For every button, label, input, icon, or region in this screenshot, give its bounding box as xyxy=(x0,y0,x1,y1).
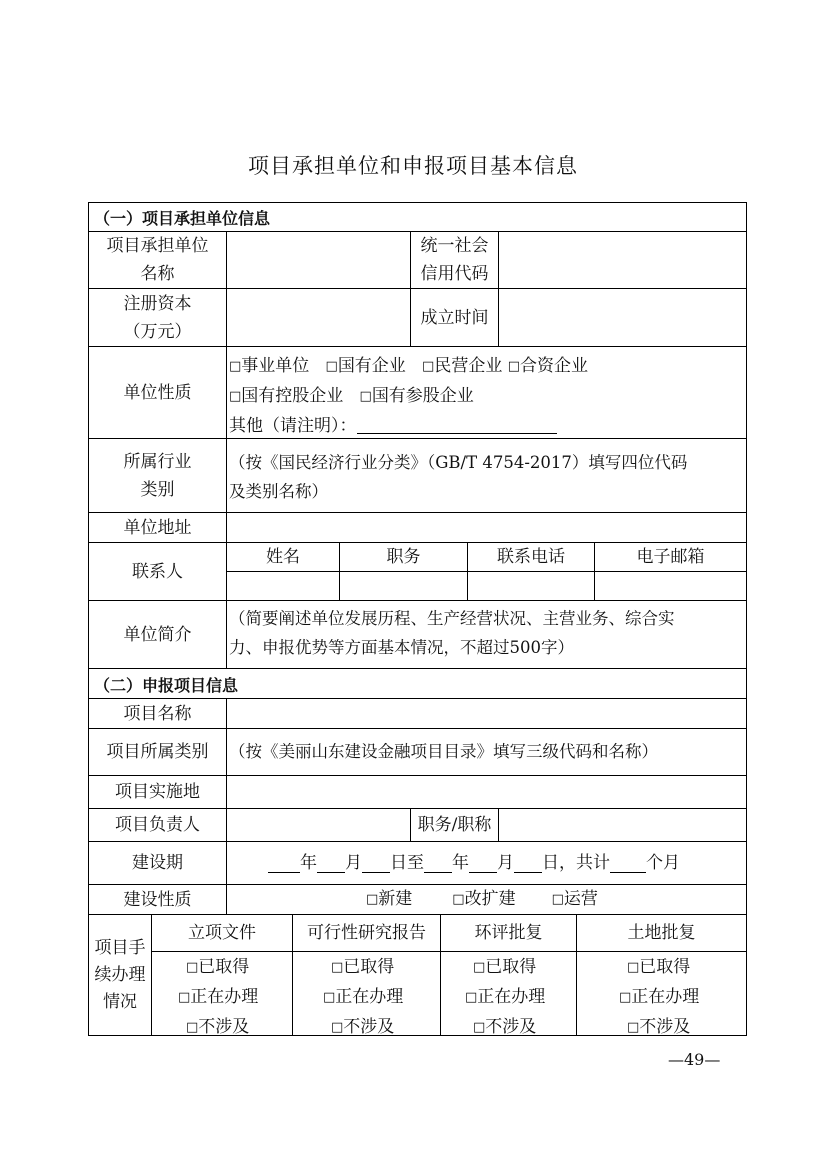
procedure-header-feasibility: 可行性研究报告 xyxy=(307,923,426,943)
checkbox-icon: □ xyxy=(186,960,199,975)
procedure-label-line3: 情况 xyxy=(103,991,137,1012)
unit-months: 个月 xyxy=(646,853,680,873)
period-label: 建设期 xyxy=(132,853,183,873)
checkbox-icon: □ xyxy=(366,891,379,907)
option-in-progress[interactable] xyxy=(293,983,440,1013)
option-label: 已取得 xyxy=(198,957,250,977)
checkbox-icon: □ xyxy=(473,960,486,975)
option-label: 不涉及 xyxy=(639,1017,691,1037)
project-name-field[interactable] xyxy=(227,699,746,728)
option-in-progress[interactable] xyxy=(152,983,292,1013)
option-in-progress[interactable] xyxy=(577,983,746,1013)
option-label: 正在办理 xyxy=(190,987,259,1007)
option-not-applicable[interactable] xyxy=(577,1013,746,1043)
leader-label: 项目负责人 xyxy=(115,815,200,835)
option-label: 国有参股企业 xyxy=(371,386,474,406)
nature-other-label: 其他（请注明）： xyxy=(229,416,357,436)
checkbox-icon: □ xyxy=(627,1020,640,1035)
checkbox-icon: □ xyxy=(359,389,372,404)
capital-label xyxy=(89,289,226,346)
category-hint[interactable]: （按《美丽山东建设金融项目目录》填写三级代码和名称） xyxy=(229,742,658,761)
option-not-applicable[interactable] xyxy=(293,1013,440,1043)
option-label: 国有控股企业 xyxy=(241,386,344,406)
unit-name-field[interactable] xyxy=(227,232,410,288)
contact-header-email: 电子邮箱 xyxy=(636,547,705,567)
checkbox-icon: □ xyxy=(229,359,242,374)
option-label: 改扩建 xyxy=(464,888,516,909)
intro-hint-line1: （简要阐述单位发展历程、生产经营状况、主营业务、综合实 xyxy=(229,609,675,628)
option-label: 正在办理 xyxy=(631,987,700,1007)
build-option-operate[interactable] xyxy=(552,885,598,915)
option-label: 已取得 xyxy=(639,957,691,977)
option-not-applicable[interactable] xyxy=(152,1013,292,1043)
capital-field[interactable] xyxy=(227,289,410,346)
procedure-label-line1: 项目手 xyxy=(94,937,146,958)
checkbox-icon: □ xyxy=(325,359,338,374)
option-label: 不涉及 xyxy=(485,1017,537,1037)
procedure-options-land xyxy=(577,953,746,1043)
checkbox-icon: □ xyxy=(229,389,242,404)
contact-email-field[interactable] xyxy=(595,572,746,600)
option-obtained[interactable] xyxy=(152,953,292,983)
industry-label xyxy=(89,439,226,512)
procedure-options-approval xyxy=(152,953,292,1043)
option-not-applicable[interactable] xyxy=(441,1013,576,1043)
credit-code-label-line1: 统一社会 xyxy=(420,236,489,256)
founded-label: 成立时间 xyxy=(420,307,489,328)
option-obtained[interactable] xyxy=(293,953,440,983)
address-label: 单位地址 xyxy=(123,517,192,538)
checkbox-icon: □ xyxy=(551,891,564,907)
build-nature-label: 建设性质 xyxy=(123,889,192,910)
checkbox-icon: □ xyxy=(507,359,521,374)
option-label: 国有企业 xyxy=(337,356,406,376)
checkbox-icon: □ xyxy=(422,359,435,374)
checkbox-icon: □ xyxy=(452,891,465,907)
start-year-input[interactable] xyxy=(268,854,300,873)
checkbox-icon: □ xyxy=(331,1020,344,1035)
option-label: 已取得 xyxy=(485,957,537,977)
unit-name-label-line1: 项目承担单位 xyxy=(106,236,209,256)
section-heading-unit: （一）项目承担单位信息 xyxy=(94,209,271,228)
checkbox-icon: □ xyxy=(186,1020,199,1035)
unit-month: 月 xyxy=(497,853,514,873)
contact-header-phone: 联系电话 xyxy=(497,547,565,567)
option-label: 新建 xyxy=(378,888,413,909)
checkbox-icon: □ xyxy=(331,960,344,975)
build-option-new[interactable] xyxy=(366,885,412,915)
contact-header-position: 职务 xyxy=(386,547,421,567)
address-field[interactable] xyxy=(227,513,746,542)
procedure-options-eia xyxy=(441,953,576,1043)
procedure-label-line2: 续办理 xyxy=(94,964,146,985)
period-fields xyxy=(268,842,738,884)
project-name-label: 项目名称 xyxy=(123,703,192,724)
industry-hint-line1: （按《国民经济行业分类》（GB/T 4754-2017）填写四位代码 xyxy=(229,453,688,472)
option-obtained[interactable] xyxy=(441,953,576,983)
end-year-input[interactable] xyxy=(424,854,452,873)
title-label: 职务/职称 xyxy=(417,815,492,835)
industry-label-line1: 所属行业 xyxy=(123,451,192,472)
contact-phone-field[interactable] xyxy=(468,572,594,600)
industry-hint-line2: 及类别名称） xyxy=(229,482,328,501)
procedure-header-land: 土地批复 xyxy=(627,923,696,943)
end-day-input[interactable] xyxy=(514,854,542,873)
start-day-input[interactable] xyxy=(362,854,390,873)
nature-option-private[interactable] xyxy=(422,356,502,376)
option-label: 合资企业 xyxy=(520,356,589,376)
checkbox-icon: □ xyxy=(473,1020,486,1035)
start-month-input[interactable] xyxy=(317,854,345,873)
contact-label: 联系人 xyxy=(132,561,183,582)
option-label: 正在办理 xyxy=(477,987,546,1007)
location-label: 项目实施地 xyxy=(115,782,200,802)
checkbox-icon: □ xyxy=(627,960,640,975)
location-field[interactable] xyxy=(227,776,746,808)
unit-name-label-line2: 名称 xyxy=(140,264,175,284)
build-option-expand[interactable] xyxy=(452,885,515,915)
checkbox-icon: □ xyxy=(178,990,191,1005)
capital-label-line2: （万元） xyxy=(123,321,192,342)
nature-option-state-owned[interactable] xyxy=(326,356,406,376)
procedure-options-feasibility xyxy=(293,953,440,1043)
procedure-label xyxy=(89,915,151,1035)
end-month-input[interactable] xyxy=(469,854,497,873)
industry-label-line2: 类别 xyxy=(140,479,175,500)
build-nature-options xyxy=(366,885,666,914)
page-title: 项目承担单位和申报项目基本信息 xyxy=(248,154,578,178)
unit-name-label xyxy=(89,232,226,288)
option-label: 正在办理 xyxy=(335,987,404,1007)
option-label: 不涉及 xyxy=(343,1017,395,1037)
checkbox-icon: □ xyxy=(323,990,336,1005)
nature-other-input[interactable] xyxy=(357,415,557,434)
nature-option-state-holding[interactable] xyxy=(229,386,343,406)
unit-day-total: 日，共计 xyxy=(542,853,610,873)
intro-label: 单位简介 xyxy=(123,624,192,645)
credit-code-label xyxy=(411,232,498,288)
contact-name-field[interactable] xyxy=(227,572,339,600)
nature-option-joint-venture[interactable] xyxy=(508,356,588,376)
option-obtained[interactable] xyxy=(577,953,746,983)
nature-options xyxy=(229,352,744,440)
unit-day-to: 日至 xyxy=(390,853,424,873)
unit-year: 年 xyxy=(452,853,469,873)
checkbox-icon: □ xyxy=(619,990,632,1005)
procedure-header-approval: 立项文件 xyxy=(188,923,256,943)
nature-label: 单位性质 xyxy=(123,382,192,403)
option-label: 不涉及 xyxy=(198,1017,250,1037)
total-months-input[interactable] xyxy=(610,854,646,873)
procedure-header-eia: 环评批复 xyxy=(474,923,543,943)
credit-code-field[interactable] xyxy=(499,232,746,288)
option-in-progress[interactable] xyxy=(441,983,576,1013)
option-label: 已取得 xyxy=(343,957,395,977)
intro-hint-line2: 力、申报优势等方面基本情况，不超过500字） xyxy=(229,638,574,657)
option-label: 民营企业 xyxy=(434,356,503,376)
nature-option-public-institution[interactable] xyxy=(229,356,309,376)
title-field[interactable] xyxy=(499,809,746,841)
option-label: 运营 xyxy=(563,888,598,909)
section-heading-project: （二）申报项目信息 xyxy=(94,676,239,695)
unit-month: 月 xyxy=(345,853,362,873)
option-label: 事业单位 xyxy=(241,356,310,376)
industry-hint[interactable] xyxy=(229,448,746,506)
founded-field[interactable] xyxy=(499,289,746,346)
checkbox-icon: □ xyxy=(465,990,478,1005)
contact-position-field[interactable] xyxy=(340,572,467,600)
page-number: —49— xyxy=(668,1050,721,1069)
category-label: 项目所属类别 xyxy=(106,742,209,762)
intro-hint[interactable] xyxy=(229,604,746,662)
nature-option-state-participation[interactable] xyxy=(360,386,474,406)
contact-header-name: 姓名 xyxy=(266,547,300,567)
capital-label-line1: 注册资本 xyxy=(123,293,192,314)
leader-field[interactable] xyxy=(227,809,410,841)
unit-year: 年 xyxy=(300,853,317,873)
credit-code-label-line2: 信用代码 xyxy=(420,264,489,284)
